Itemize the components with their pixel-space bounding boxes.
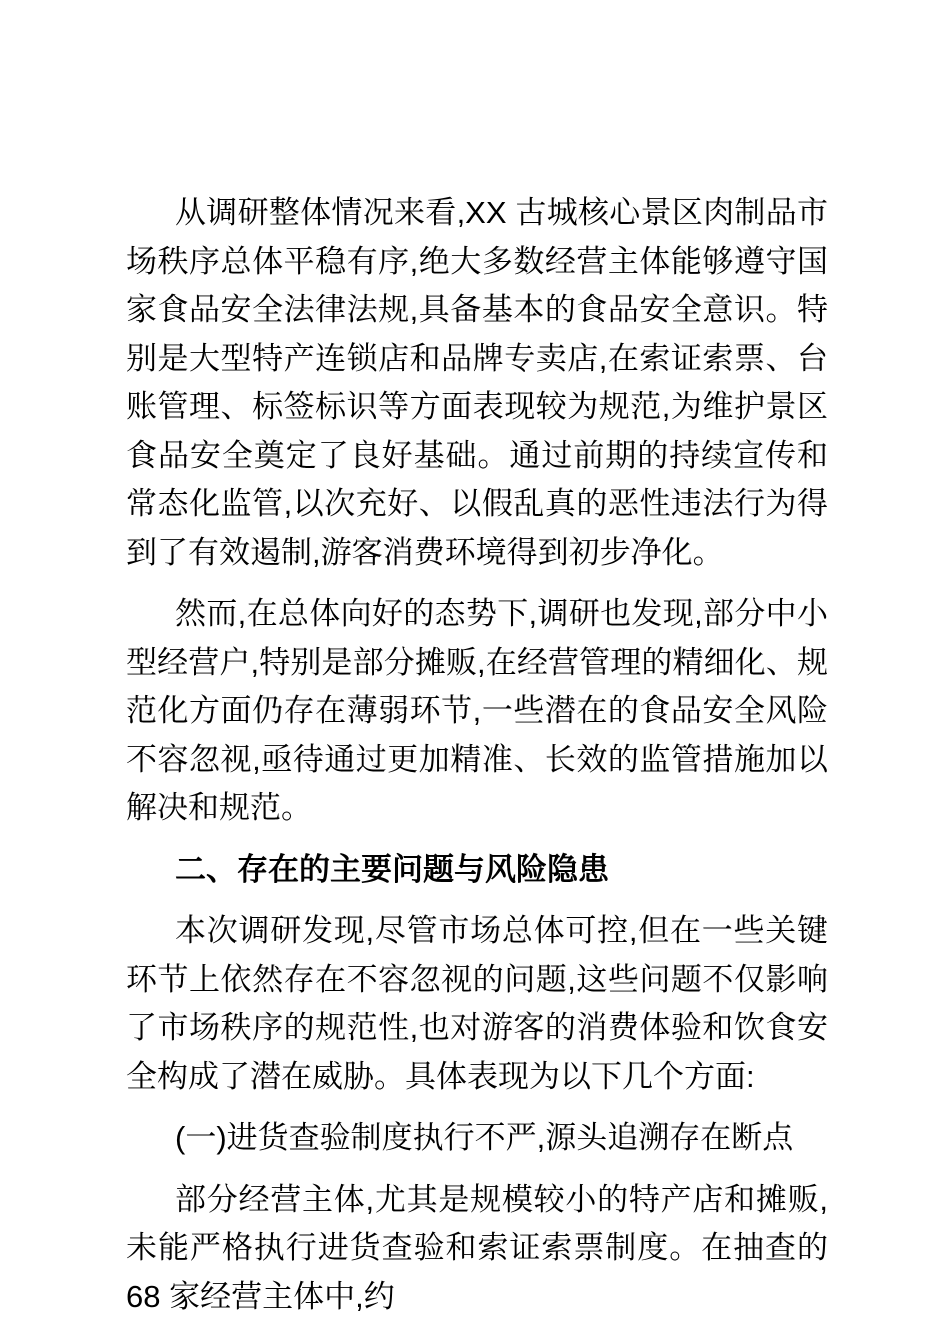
section-heading-problems-risks: 二、存在的主要问题与风险隐患 xyxy=(175,851,609,887)
paragraph-findings-intro: 本次调研发现,尽管市场总体可控,但在一些关键环节上依然存在不容忽视的问题,这些问题不仅影响了市场秩序的规范性,也对游客的消费体验和饮食安全构成了潜在威胁。具体表现为以下几个方面: xyxy=(126,913,828,1094)
paragraph-overview: 从调研整体情况来看,XX 古城核心景区肉制品市场秩序总体平稳有序,绝大多数经营主体能够遵守国家食品安全法律法规,具备基本的食品安全意识。特别是大型特产连锁店和品牌专卖店,在索证索票、台账管理、标签标识等方面表现较为规范,为维护景区食品安全奠定了良好基础。通过前期的持续宣传和常态化监管,以次充好、以假乱真的恶性违法行为得到了有效遏制,游客消费环境得到初步净化。 xyxy=(126,195,828,570)
paragraph-however: 然而,在总体向好的态势下,调研也发现,部分中小型经营户,特别是部分摊贩,在经营管理的精细化、规范化方面仍存在薄弱环节,一些潜在的食品安全风险不容忽视,亟待通过更加精准、长效的监管措施加以解决和规范。 xyxy=(126,596,828,825)
paragraph-inspection-detail: 部分经营主体,尤其是规模较小的特产店和摊贩,未能严格执行进货查验和索证索票制度。在抽查的 68 家经营主体中,约 xyxy=(126,1181,828,1314)
subsection-heading-inspection-system: (一)进货查验制度执行不严,源头追溯存在断点 xyxy=(175,1120,794,1155)
